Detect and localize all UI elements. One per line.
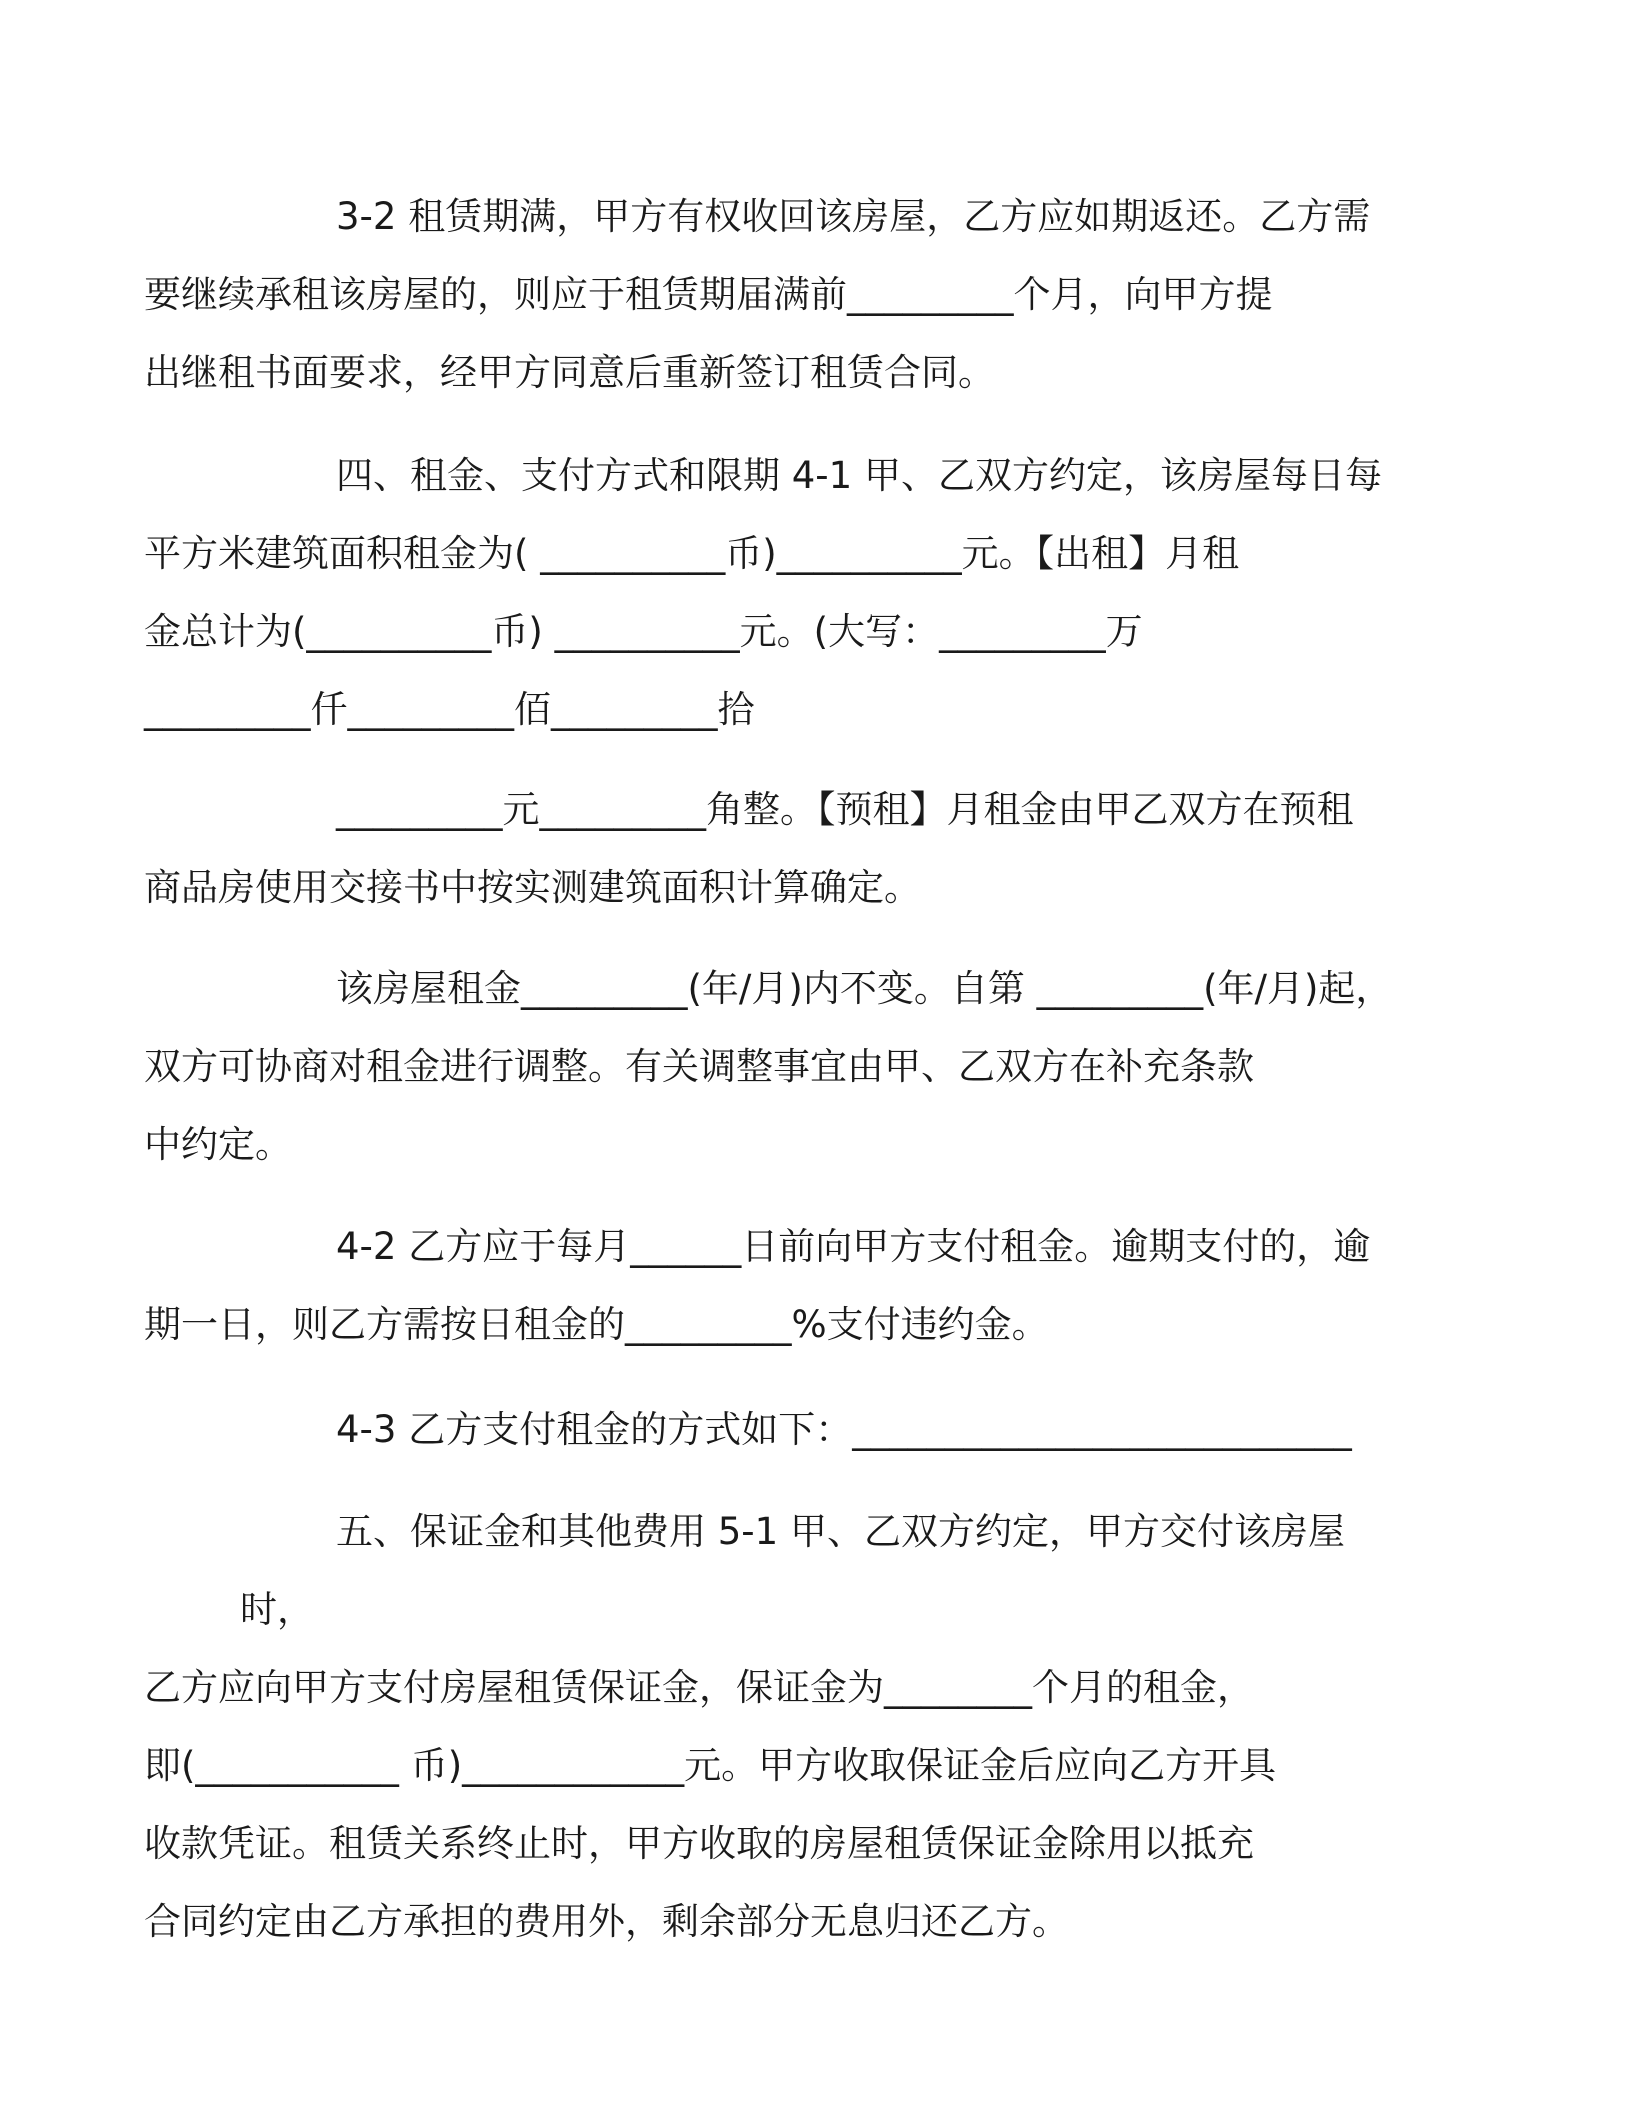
text-line: 合同约定由乙方承担的费用外，剩余部分无息归还乙方。 [144,1900,1069,1943]
text-line: 4-3 乙方支付租金的方式如下：___________________________ [336,1408,1352,1451]
paragraph-4-3 [240,1391,1410,1469]
paragraph-rent-adjustment [144,950,1410,1184]
text-line: 四、租金、支付方式和限期 4-1 甲、乙双方约定，该房屋每日每 [336,454,1382,497]
text-line: 该房屋租金_________(年/月)内不变。自第 _________(年/月)起， [336,967,1393,1010]
text-line: 4-2 乙方应于每月______日前向甲方支付租金。逾期支付的，逾 [336,1225,1371,1268]
text-line: 出继租书面要求，经甲方同意后重新签订租赁合同。 [144,351,995,394]
paragraph-4-2 [144,1208,1410,1364]
text-line: 期一日，则乙方需按日租金的_________%支付违约金。 [144,1303,1049,1346]
text-line: 中约定。 [144,1123,292,1166]
paragraph-3-2 [144,178,1410,412]
text-line: 即(___________ 币)____________元。甲方收取保证金后应向乙方开具 [144,1744,1277,1787]
text-line: 双方可协商对租金进行调整。有关调整事宜由甲、乙双方在补充条款 [144,1045,1254,1088]
text-line: _________仟_________佰_________拾 [144,688,755,731]
text-line: 3-2 租赁期满，甲方有权收回该房屋，乙方应如期返还。乙方需 [336,195,1371,238]
text-line: 乙方应向甲方支付房屋租赁保证金，保证金为________个月的租金， [144,1666,1254,1709]
paragraph-section-5-deposit [144,1493,1410,1961]
text-line: 要继续承租该房屋的，则应于租赁期届满前_________个月，向甲方提 [144,273,1273,316]
paragraph-section-4-rent [144,437,1410,749]
text-line: 金总计为(__________币) __________元。(大写：_________万 [144,610,1143,653]
text-line: 平方米建筑面积租金为( __________币)__________元。【出租】月租 [144,532,1240,575]
text-line: 收款凭证。租赁关系终止时，甲方收取的房屋租赁保证金除用以抵充 [144,1822,1254,1865]
text-line: 商品房使用交接书中按实测建筑面积计算确定。 [144,866,921,909]
text-line: _________元_________角整。【预租】月租金由甲乙双方在预租 [336,788,1354,831]
paragraph-rent-amount-words [144,771,1410,927]
text-line: 五、保证金和其他费用 5-1 甲、乙双方约定，甲方交付该房屋时， [240,1510,1345,1631]
